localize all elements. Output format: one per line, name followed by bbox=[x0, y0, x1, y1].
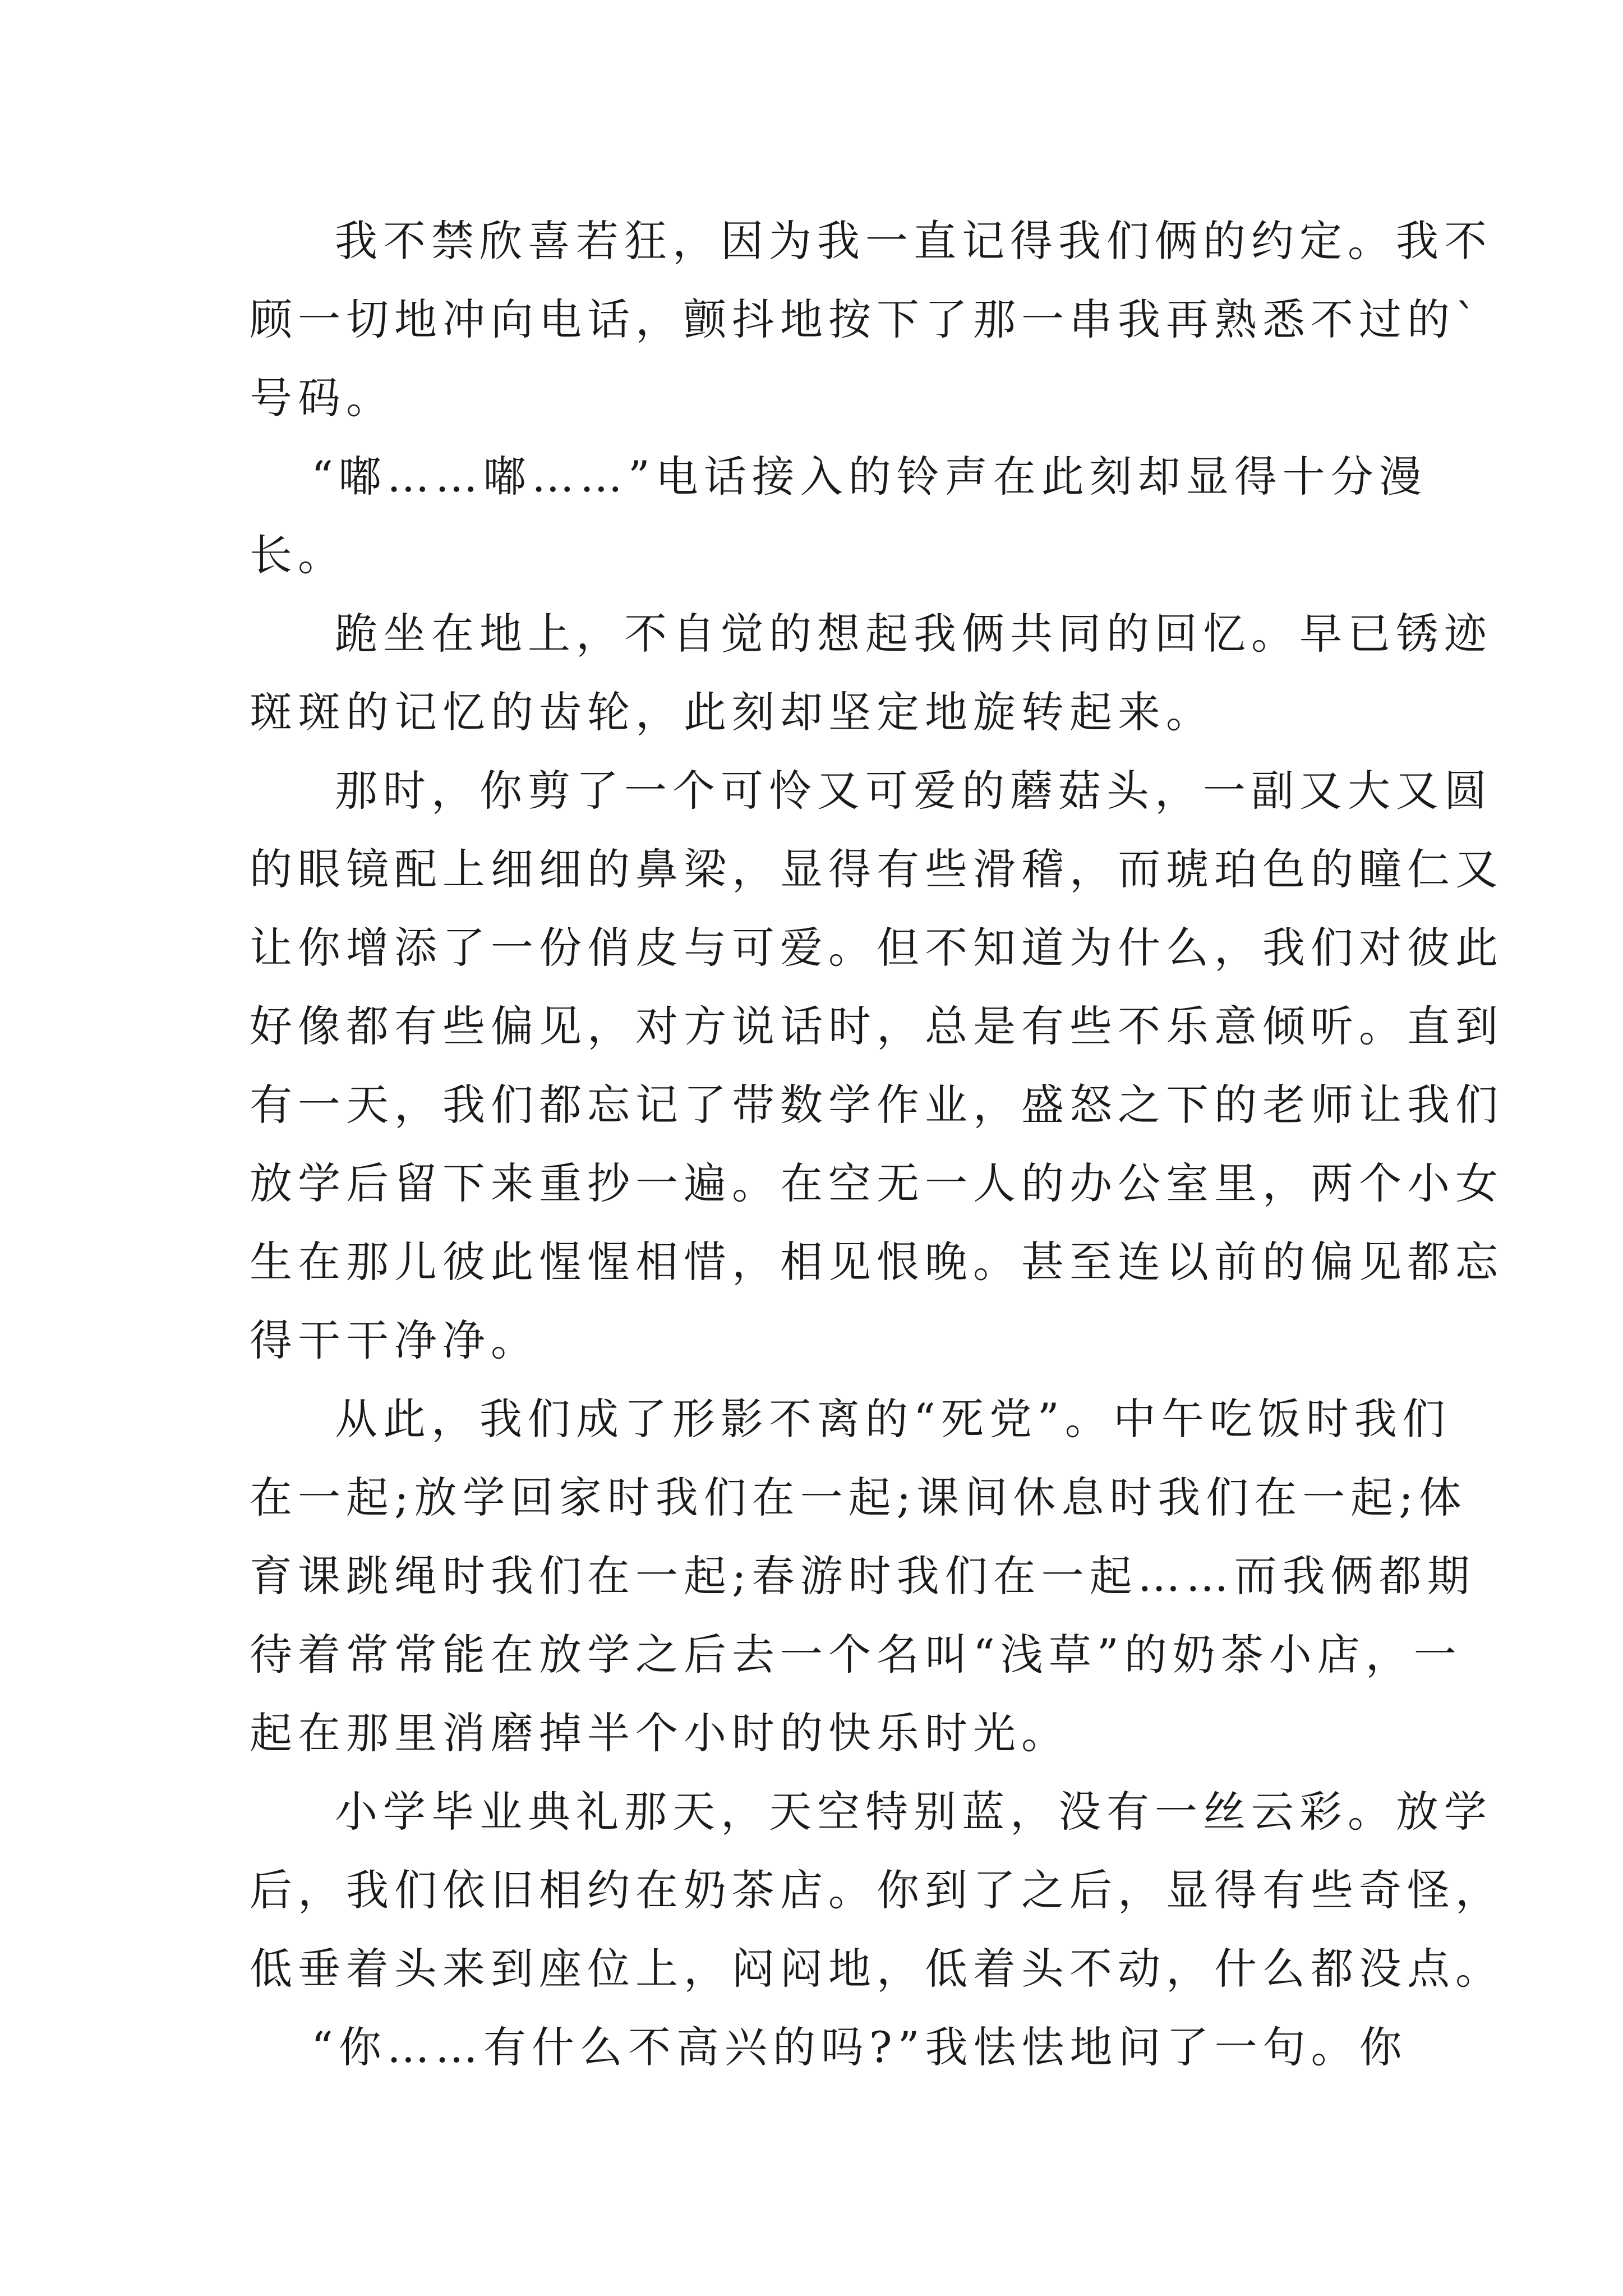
text-line: 育课跳绳时我们在一起;春游时我们在一起……而我俩都期 bbox=[250, 1551, 1476, 1601]
text-line: “嘟……嘟……”电话接入的铃声在此刻却显得十分漫 bbox=[311, 452, 1427, 501]
text-line: 生在那儿彼此惺惺相惜，相见恨晚。甚至连以前的偏见都忘 bbox=[250, 1237, 1504, 1287]
body-text bbox=[250, 202, 1504, 2087]
text-line: 在一起;放学回家时我们在一起;课间休息时我们在一起;体 bbox=[250, 1473, 1467, 1522]
text-line: 长。 bbox=[250, 530, 346, 580]
text-line: 起在那里消磨掉半个小时的快乐时光。 bbox=[250, 1708, 1069, 1758]
text-line: 后，我们依旧相约在奶茶店。你到了之后，显得有些奇怪， bbox=[250, 1865, 1504, 1915]
text-line: 跪坐在地上，不自觉的想起我俩共同的回忆。早已锈迹 bbox=[335, 609, 1492, 659]
text-line: 从此，我们成了形影不离的“死党”。中午吃饭时我们 bbox=[335, 1394, 1451, 1444]
text-line: 得干干净净。 bbox=[250, 1315, 539, 1365]
text-line: 顾一切地冲向电话，颤抖地按下了那一串我再熟悉不过的` bbox=[250, 295, 1482, 344]
text-line: 的眼镜配上细细的鼻梁，显得有些滑稽，而琥珀色的瞳仁又 bbox=[250, 844, 1504, 894]
text-line: 低垂着头来到座位上，闷闷地，低着头不动，什么都没点。 bbox=[250, 1944, 1504, 1994]
text-line: 让你增添了一份俏皮与可爱。但不知道为什么，我们对彼此 bbox=[250, 923, 1504, 973]
text-line: 我不禁欣喜若狂，因为我一直记得我们俩的约定。我不 bbox=[335, 216, 1492, 266]
text-line: 那时，你剪了一个可怜又可爱的蘑菇头，一副又大又圆 bbox=[335, 766, 1492, 816]
text-line: 有一天，我们都忘记了带数学作业，盛怒之下的老师让我们 bbox=[250, 1080, 1504, 1130]
text-line: 斑斑的记忆的齿轮，此刻却坚定地旋转起来。 bbox=[250, 687, 1214, 737]
text-line: 好像都有些偏见，对方说话时，总是有些不乐意倾听。直到 bbox=[250, 1001, 1504, 1051]
text-line: “你……有什么不高兴的吗?”我怯怯地问了一句。你 bbox=[311, 2022, 1408, 2072]
text-line: 号码。 bbox=[250, 373, 394, 423]
text-line: 放学后留下来重抄一遍。在空无一人的办公室里，两个小女 bbox=[250, 1158, 1504, 1208]
text-line: 小学毕业典礼那天，天空特别蓝，没有一丝云彩。放学 bbox=[335, 1787, 1492, 1837]
text-line: 待着常常能在放学之后去一个名叫“浅草”的奶茶小店，一 bbox=[250, 1630, 1462, 1680]
